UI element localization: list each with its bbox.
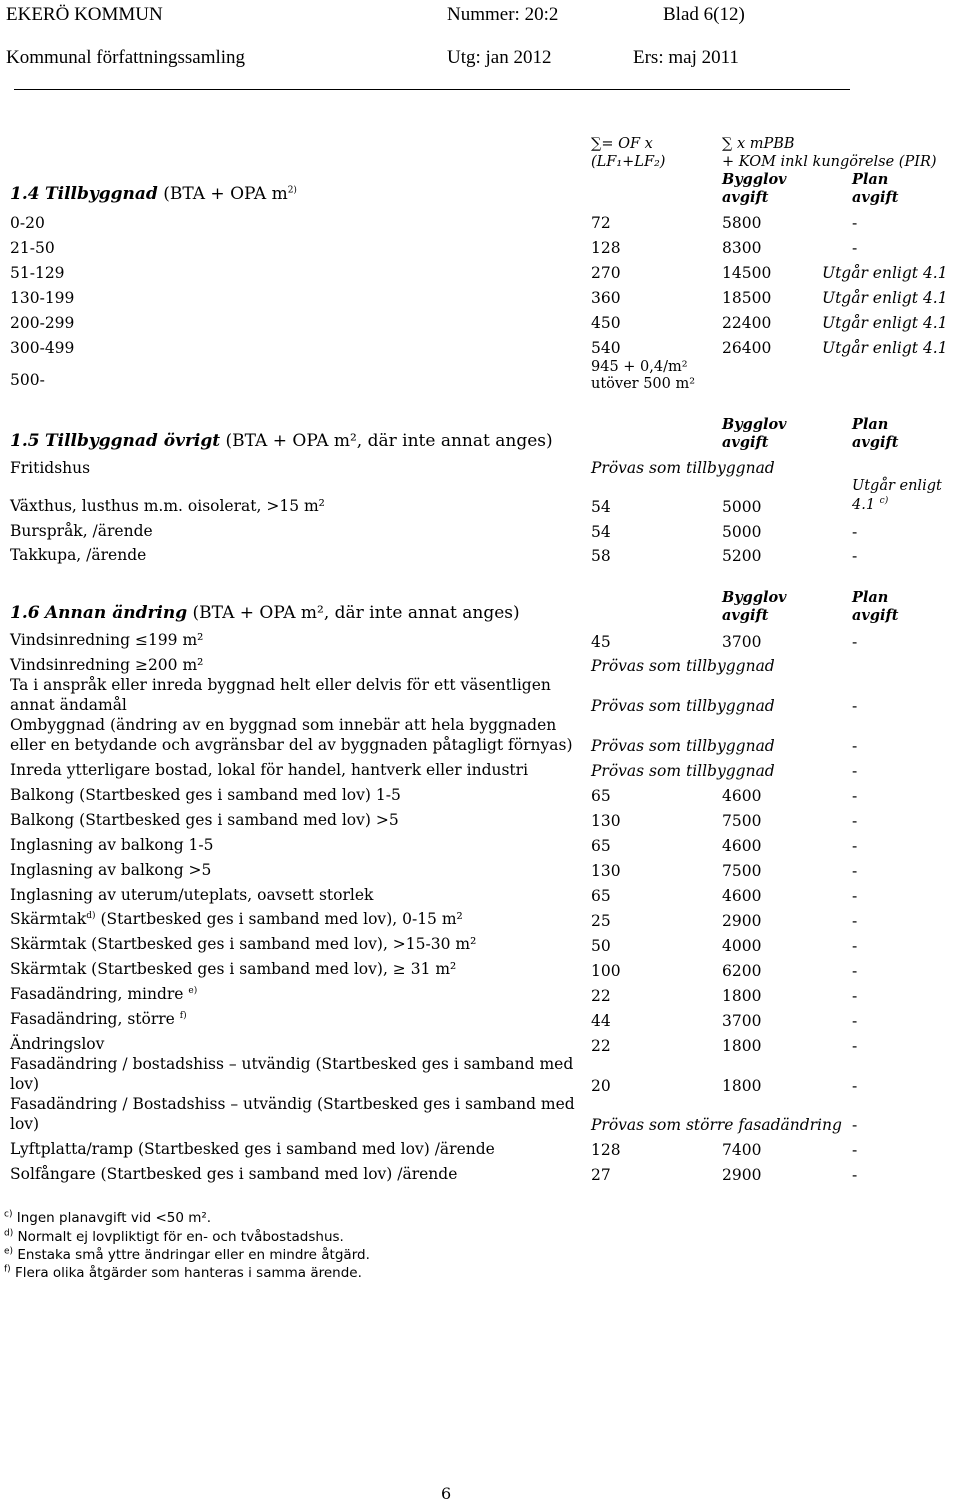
- section-1-5-rest: (BTA + OPA m², där inte annat anges): [225, 431, 553, 451]
- table-row-label-line2: eller en betydande och avgränsbar del av byggnaden påtagligt förnyas): [10, 736, 573, 754]
- table-row-bygglov: 2900: [722, 1166, 762, 1184]
- table-row-label: Vindsinredning ≤199 m²: [10, 631, 204, 649]
- table-row-of: 25: [591, 912, 611, 930]
- col-of-header-2: (LF₁+LF₂): [591, 154, 666, 170]
- table-row-bygglov: 5200: [722, 547, 762, 565]
- table-row-bygglov: 5000: [722, 498, 762, 516]
- col-plan-header: Plan: [852, 171, 889, 188]
- table-row-label: Skärmtak (Startbesked ges i samband med lov), ≥ 31 m²: [10, 960, 457, 978]
- table-row-plan: -: [852, 762, 858, 780]
- table-row-label: 0-20: [10, 214, 45, 232]
- header-rule: [14, 89, 850, 90]
- table-row-plan: -: [852, 737, 858, 755]
- table-row-plan: -: [852, 812, 858, 830]
- footnote-e: $^{e)}$ Enstaka små yttre ändringar eller en mindre åtgärd.: [4, 1246, 370, 1263]
- table-row-plan: Utgår enligt 4.1: [822, 314, 948, 332]
- table-row-label: Inreda ytterligare bostad, lokal för handel, hantverk eller industri: [10, 761, 529, 779]
- table-row-label-line2: lov): [10, 1075, 40, 1093]
- table-row-bygglov: 1800: [722, 1077, 762, 1095]
- section-1-6-title: [10, 605, 520, 622]
- table-row-label: Lyftplatta/ramp (Startbesked ges i samband med lov) /ärende: [10, 1140, 495, 1158]
- table-row-label: Takkupa, /ärende: [10, 546, 147, 564]
- table-row-of: 100: [591, 962, 621, 980]
- table-row-bygglov: 1800: [722, 987, 762, 1005]
- table-row-plan: -: [852, 523, 858, 541]
- table-row-label: 21-50: [10, 239, 55, 257]
- table-row-label: Inglasning av uterum/uteplats, oavsett storlek: [10, 886, 374, 904]
- table-row-plan: Utgår enligt 4.1: [822, 264, 948, 282]
- col-bygglov-header: Bygglov: [722, 416, 787, 433]
- table-row-bygglov: 4600: [722, 837, 762, 855]
- table-row-plan: -: [852, 1166, 858, 1184]
- table-row-label: Vindsinredning ≥200 m²: [10, 656, 204, 674]
- table-row-plan: -: [852, 239, 858, 257]
- table-row-of: 54: [591, 498, 611, 516]
- table-row-plan: Utgår enligt 4.1: [822, 339, 948, 357]
- table-row-of: 65: [591, 837, 611, 855]
- table-row-label-line2: lov): [10, 1115, 40, 1133]
- col-plan-header: Plan: [852, 589, 889, 606]
- section-1-4-main: Tillbyggnad: [44, 184, 158, 204]
- table-row-of: 20: [591, 1077, 611, 1095]
- col-bygglov-avgift: avgift: [722, 607, 769, 624]
- table-row-plan: -: [852, 633, 858, 651]
- table-row-value: Prövas som tillbyggnad: [591, 762, 775, 780]
- footnote-c: $^{c)}$ Ingen planavgift vid <50 m².: [4, 1209, 212, 1226]
- table-row-plan: -: [852, 1141, 858, 1159]
- table-row-bygglov: 5000: [722, 523, 762, 541]
- header-number: Nummer: 20:2: [447, 4, 559, 25]
- col-mpbb-header-1: ∑ x mPBB: [722, 136, 795, 152]
- footnote-d: $^{d)}$ Normalt ej lovpliktigt för en- och tvåbostadshus.: [4, 1228, 344, 1245]
- table-row-value: Prövas som tillbyggnad: [591, 737, 775, 755]
- table-row-of: 128: [591, 1141, 621, 1159]
- table-row-bygglov: 4000: [722, 937, 762, 955]
- page-number: 6: [441, 1484, 452, 1503]
- table-row-of: 22: [591, 1037, 611, 1055]
- table-row-label-line1: Fasadändring / Bostadshiss – utvändig (Startbesked ges i samband med: [10, 1095, 575, 1113]
- table-row-plan-line1: Utgår enligt: [852, 478, 942, 494]
- header-replaces: Ers: maj 2011: [633, 47, 739, 68]
- header-org: EKERÖ KOMMUN: [6, 4, 163, 25]
- table-row-value: Prövas som större fasadändring: [591, 1116, 842, 1134]
- table-row-of: 50: [591, 937, 611, 955]
- table-row-label-line1: Ta i anspråk eller inreda byggnad helt eller delvis för ett väsentligen: [10, 676, 551, 694]
- table-row-label: Inglasning av balkong 1-5: [10, 836, 214, 854]
- section-1-6-num: 1.6: [10, 603, 40, 623]
- table-row-bygglov: 14500: [722, 264, 772, 282]
- table-row-of: 65: [591, 787, 611, 805]
- table-row-bygglov: 7500: [722, 812, 762, 830]
- table-row-label: Fasadändring, större $^{f)}$: [10, 1010, 187, 1028]
- table-row-of: 72: [591, 214, 611, 232]
- table-row-label: Balkong (Startbesked ges i samband med lov) >5: [10, 811, 399, 829]
- col-bygglov-header: Bygglov: [722, 589, 787, 606]
- table-row-label: Skärmtak (Startbesked ges i samband med lov), >15-30 m²: [10, 935, 477, 953]
- table-row-label-line1: Ombyggnad (ändring av en byggnad som innebär att hela byggnaden: [10, 716, 557, 734]
- section-1-5-main: Tillbyggnad övrigt: [44, 431, 221, 451]
- section-1-4-title: [10, 186, 297, 203]
- table-row-bygglov: 7500: [722, 862, 762, 880]
- table-row-of: 450: [591, 314, 621, 332]
- section-1-6-main: Annan ändring: [44, 603, 188, 623]
- table-row-bygglov: 22400: [722, 314, 772, 332]
- table-row-plan: -: [852, 962, 858, 980]
- table-row-label: Skärmtak$^{d)}$ (Startbesked ges i samband med lov), 0-15 m²: [10, 910, 463, 928]
- table-row-bygglov: 7400: [722, 1141, 762, 1159]
- section-1-6-rest: (BTA + OPA m², där inte annat anges): [192, 603, 520, 623]
- table-row-value: Prövas som tillbyggnad: [591, 697, 775, 715]
- table-row-plan: Utgår enligt 4.1: [822, 289, 948, 307]
- table-row-bygglov: 4600: [722, 787, 762, 805]
- table-row-plan: -: [852, 937, 858, 955]
- header-collection: Kommunal författningssamling: [6, 47, 246, 68]
- table-row-label: 51-129: [10, 264, 65, 282]
- table-row-bygglov: 26400: [722, 339, 772, 357]
- table-row-label: 200-299: [10, 314, 75, 332]
- table-row-of: 54: [591, 523, 611, 541]
- col-plan-header: Plan: [852, 416, 889, 433]
- table-row-of: 130: [591, 862, 621, 880]
- table-row-plan: -: [852, 547, 858, 565]
- table-row-plan: -: [852, 987, 858, 1005]
- table-row-label-line1: Fasadändring / bostadshiss – utvändig (Startbesked ges i samband med: [10, 1055, 574, 1073]
- section-1-5-title: [10, 433, 553, 450]
- table-row-label: Ändringslov: [10, 1035, 105, 1053]
- table-row-of: 22: [591, 987, 611, 1005]
- table-row-label: Inglasning av balkong >5: [10, 861, 212, 879]
- table-row-label: Växthus, lusthus m.m. oisolerat, >15 m²: [10, 497, 325, 515]
- section-1-4-sup: 2): [287, 185, 297, 196]
- table-row-of: 58: [591, 547, 611, 565]
- table-row-plan: -: [852, 1037, 858, 1055]
- table-row-of: 540: [591, 339, 621, 357]
- col-of-header-1: ∑= OF x: [591, 136, 653, 152]
- col-bygglov-header: Bygglov: [722, 171, 787, 188]
- table-row-bygglov: 6200: [722, 962, 762, 980]
- table-row-bygglov: 5800: [722, 214, 762, 232]
- table-row-plan: -: [852, 837, 858, 855]
- table-row-of: 44: [591, 1012, 611, 1030]
- section-1-4-num: 1.4: [10, 184, 40, 204]
- table-row-bygglov: 18500: [722, 289, 772, 307]
- table-row-value: Prövas som tillbyggnad: [591, 657, 775, 675]
- table-row-of: 45: [591, 633, 611, 651]
- table-row-bygglov: 2900: [722, 912, 762, 930]
- table-row-label: Balkong (Startbesked ges i samband med lov) 1-5: [10, 786, 401, 804]
- table-row-bygglov: 3700: [722, 633, 762, 651]
- table-row-plan: -: [852, 787, 858, 805]
- table-row-label-line2: annat ändamål: [10, 696, 127, 714]
- table-row-label: Solfångare (Startbesked ges i samband med lov) /ärende: [10, 1165, 458, 1183]
- table-row-of: 27: [591, 1166, 611, 1184]
- section-1-4-rest: (BTA + OPA m: [163, 184, 288, 204]
- table-row-bygglov: 4600: [722, 887, 762, 905]
- table-row-bygglov: 3700: [722, 1012, 762, 1030]
- table-row-of: 270: [591, 264, 621, 282]
- table-row-of: 128: [591, 239, 621, 257]
- table-row-label: Fritidshus: [10, 459, 91, 477]
- table-row-plan: -: [852, 1116, 858, 1134]
- table-row-of-line1: 945 + 0,4/m²: [591, 359, 688, 375]
- table-row-plan: -: [852, 1077, 858, 1095]
- table-row-bygglov: 8300: [722, 239, 762, 257]
- table-row-label: Fasadändring, mindre $^{e)}$: [10, 985, 198, 1003]
- col-plan-avgift: avgift: [852, 607, 899, 624]
- col-plan-avgift: avgift: [852, 189, 899, 206]
- table-row-plan: -: [852, 887, 858, 905]
- table-row-plan: -: [852, 697, 858, 715]
- section-1-5-num: 1.5: [10, 431, 40, 451]
- table-row-plan-line2: 4.1 $^{c)}$: [852, 496, 889, 513]
- col-bygglov-avgift: avgift: [722, 189, 769, 206]
- table-row-of: 65: [591, 887, 611, 905]
- table-row-value: Prövas som tillbyggnad: [591, 459, 775, 477]
- table-row-plan: -: [852, 912, 858, 930]
- table-row-bygglov: 1800: [722, 1037, 762, 1055]
- col-bygglov-avgift: avgift: [722, 434, 769, 451]
- table-row-label: 300-499: [10, 339, 75, 357]
- table-row-label: 500-: [10, 371, 45, 389]
- col-plan-avgift: avgift: [852, 434, 899, 451]
- table-row-of: 130: [591, 812, 621, 830]
- table-row-plan: -: [852, 862, 858, 880]
- table-row-label: Burspråk, /ärende: [10, 522, 153, 540]
- table-row-of: 360: [591, 289, 621, 307]
- footnote-f: $^{f)}$ Flera olika åtgärder som hanteras i samma ärende.: [4, 1264, 362, 1281]
- col-mpbb-header-2: + KOM inkl kungörelse (PIR): [722, 154, 937, 170]
- table-row-plan: -: [852, 1012, 858, 1030]
- table-row-label: 130-199: [10, 289, 75, 307]
- table-row-plan: -: [852, 214, 858, 232]
- table-row-of-line2: utöver 500 m²: [591, 376, 696, 392]
- header-page: Blad 6(12): [663, 4, 745, 25]
- header-issued: Utg: jan 2012: [447, 47, 552, 68]
